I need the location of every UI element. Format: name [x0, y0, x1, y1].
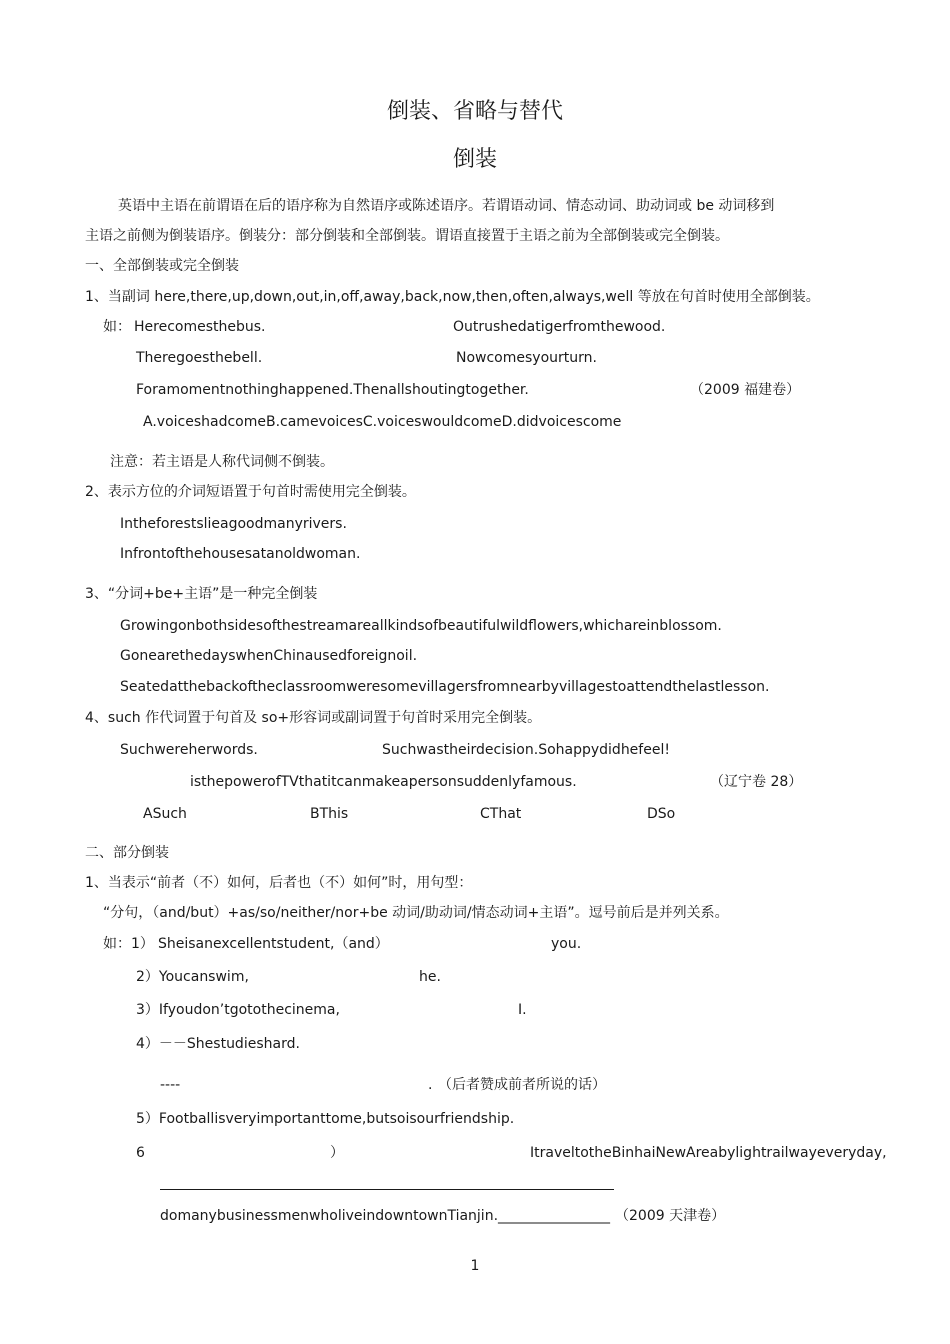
note-1: 注意：若主语是人称代词侧不倒装。 [110, 454, 334, 470]
s2-example-prefix: 如：1） [103, 936, 154, 952]
rule-2-example-1: Intheforestslieagoodmanyrivers. [120, 516, 347, 532]
s2-rule-1-text: 1、当表示“前者（不）如何，后者也（不）如何”时，用句型： [85, 875, 473, 891]
rule-3-example-1: Growingonbothsidesofthestreamareallkindsofbeautifulwildflowers,whichareinblossom. [120, 618, 722, 634]
option-c: CThat [480, 806, 522, 822]
section-title: 倒装 [452, 147, 497, 172]
rule-3-text: 3、“分词+be+主语”是一种完全倒装 [85, 586, 318, 602]
s2-pattern: “分句，（and/but）+as/so/neither/nor+be 动词/助动词/情态动词+主语”。逗号前后是并列关系。 [103, 905, 729, 921]
s2-example-4b: ---- [160, 1077, 181, 1093]
rule-4-example-1b: Suchwastheirdecision.Sohappydidhefeel! [382, 742, 670, 758]
question-2-source: （辽宁卷 28） [710, 774, 803, 790]
section2-heading: 二、部分倒装 [85, 845, 169, 861]
s2-example-6-line2: domanybusinessmenwholiveindowntownTianjin.________________ [160, 1208, 611, 1224]
section1-heading: 一、全部倒装或完全倒装 [85, 258, 239, 274]
rule-3-example-2: GonearethedayswhenChinausedforeignoil. [120, 648, 418, 664]
option-d: DSo [647, 806, 676, 822]
s2-example-1b: you. [551, 936, 582, 952]
answer-blank-line [160, 1189, 614, 1190]
example-1b: Outrushedatigerfromthewood. [453, 319, 666, 335]
s2-example-3a: 3）Ifyoudon’tgotothecinema, [136, 1002, 340, 1018]
s2-example-6-text: ItraveltotheBinhaiNewAreabylightrailwayeveryday, [530, 1145, 887, 1161]
s2-example-2a: 2）Youcanswim, [136, 969, 249, 985]
intro-line-1: 英语中主语在前谓语在后的语序称为自然语序或陈述语序。若谓语动词、情态动词、助动词或 be 动词移到 [118, 198, 775, 214]
rule-4-example-1a: Suchwereherwords. [120, 742, 258, 758]
s2-example-2b: he. [419, 969, 441, 985]
question-1-options: A.voiceshadcomeB.camevoicesC.voiceswouldcomeD.didvoicescome [143, 414, 622, 430]
s2-example-6-source: （2009 天津卷） [615, 1208, 726, 1224]
rule-1-text: 1、当副词 here,there,up,down,out,in,off,away,back,now,then,often,always,well 等放在句首时使用全部倒装。 [85, 289, 820, 305]
s2-example-3b: I. [518, 1002, 527, 1018]
s2-example-1a: Sheisanexcellentstudent,（and） [158, 936, 389, 952]
s2-example-6-paren: ） [330, 1145, 344, 1161]
question-1-source: （2009 福建卷） [690, 382, 801, 398]
page-title: 倒装、省略与替代 [386, 99, 563, 124]
rule-2-example-2: Infrontofthehousesatanoldwoman. [120, 546, 361, 562]
example-1a: Herecomesthebus. [134, 319, 266, 335]
rule-2-text: 2、表示方位的介词短语置于句首时需使用完全倒装。 [85, 484, 416, 500]
example-prefix: 如： [103, 319, 131, 335]
option-b: BThis [310, 806, 349, 822]
s2-example-4-period: . [428, 1077, 433, 1093]
rule-4-text: 4、such 作代词置于句首及 so+形容词或副词置于句首时采用完全倒装。 [85, 710, 542, 726]
s2-example-4a: 4）－－Shestudieshard. [136, 1036, 300, 1052]
question-1: Foramomentnothinghappened.Thenallshoutingtogether. [136, 382, 529, 398]
s2-example-4-note: （后者赞成前者所说的话） [438, 1077, 606, 1093]
intro-line-2: 主语之前侧为倒装语序。倒装分：部分倒装和全部倒装。谓语直接置于主语之前为全部倒装或完全倒装。 [85, 228, 729, 244]
example-2a: Theregoesthebell. [136, 350, 263, 366]
page-number: 1 [470, 1258, 480, 1274]
option-a: ASuch [143, 806, 187, 822]
rule-3-example-3: Seatedatthebackoftheclassroomweresomevillagersfromnearbyvillagestoattendthelastlesson. [120, 679, 770, 695]
s2-example-5: 5）Footballisveryimportanttome,butsoisourfriendship. [136, 1111, 515, 1127]
question-2: isthepowerofTVthatitcanmakeapersonsuddenlyfamous. [190, 774, 577, 790]
s2-example-6-number: 6 [136, 1145, 145, 1161]
example-2b: Nowcomesyourturn. [456, 350, 597, 366]
